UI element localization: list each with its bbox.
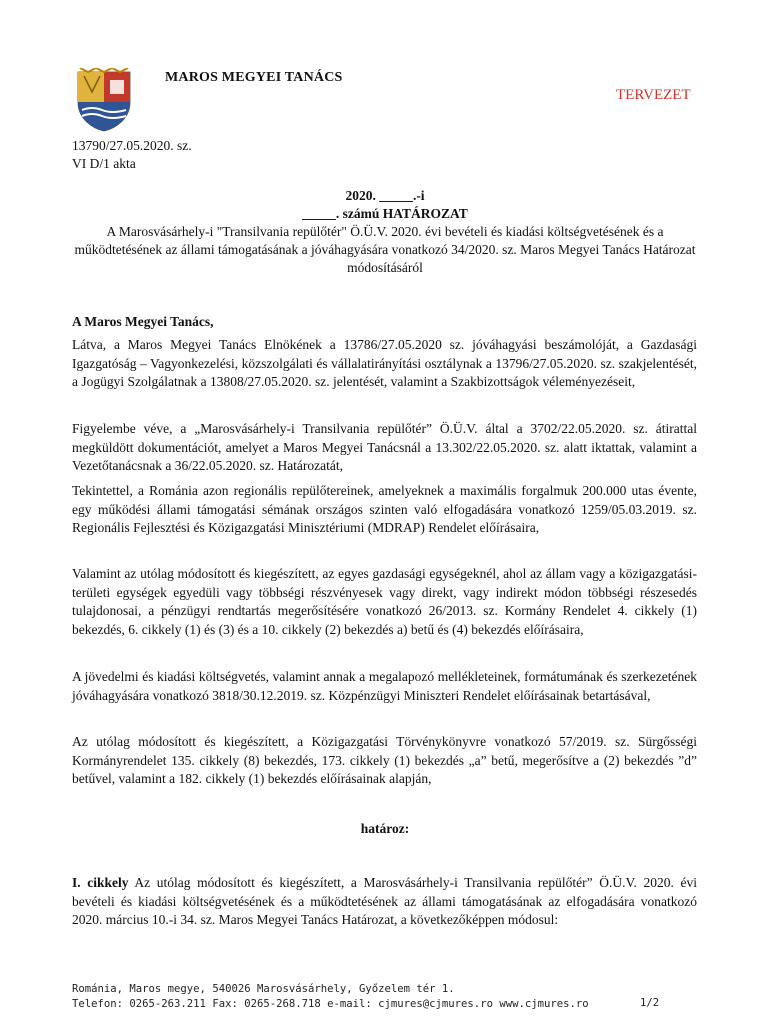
addressee: A Maros Megyei Tanács,: [72, 314, 214, 329]
footer: [72, 982, 672, 1012]
paragraph-1: Látva, a Maros Megyei Tanács Elnökének a 13786/27.05.2020 sz. jóváhagyási beszámolóját, a Gazdasági Igazgatóság – Vagyonkezelési, közszolgálati és vállalatirányítási osztálynak a 13796/27.05.2020. sz. szakjelentését, a Jogügyi Szolgálatnak a 13808/27.05.2020. sz. jelentését, valamint a Szakbizottságok véleményezéseit,: [72, 337, 697, 390]
paragraph-6: Az utólag módosított és kiegészített, a Közigazgatási Törvénykönyvre vonatkozó 57/2019. sz. Sürgősségi Kormányrendelet 135. cikkely (8) bekezdés, 173. cikkely (1) bekezdés „a” betű, megerősítve a (2) bekezdés ”d” betűvel, valamint a 182. cikkely (1) bekezdés előírásainak alapján,: [72, 734, 697, 787]
reference-block: [72, 137, 192, 173]
paragraph-5: A jövedelmi és kiadási költségvetés, valamint annak a megalapozó mellékleteinek, formátumának és szerkezetének jóváhagyására vonatkozó 3818/30.12.2019. sz. Közpénzügyi Miniszteri Rendelet előírásainak betartásával,: [72, 669, 697, 703]
footer-address: Románia, Maros megye, 540026 Marosvásárhely, Győzelem tér 1.: [72, 983, 455, 995]
article-1: [72, 874, 697, 930]
footer-contact: Telefon: 0265-263.211 Fax: 0265-268.718 e-mail: cjmures@cjmures.ro www.cjmures.ro: [72, 998, 589, 1010]
county-coat-of-arms: [72, 68, 136, 132]
paragraph-2: Figyelembe véve, a „Marosvásárhely-i Transilvania repülőtér” Ö.Ü.V. által a 3702/22.05.2020. sz. átirattal megküldött dokumentációt, amelyet a Maros Megyei Tanácsnál a 13.302/22.05.2020. sz. alatt iktattak, valamint a Vezetőtanácsnak a 36/22.05.2020. sz. Határozatát,: [72, 421, 697, 474]
article-1-text: Az utólag módosított és kiegészített, a Marosvásárhely-i Transilvania repülőtér” Ö.Ü.V. 2020. évi bevételi és kiadási költségvetésének és a működtetésének az állami támogatásának az elfogadására vonatkozó 2020. március 10.-i 34. sz. Maros Megyei Tanács Határozat, a következőképpen módosul:: [72, 875, 697, 928]
council-name: MAROS MEGYEI TANÁCS: [165, 70, 343, 85]
paragraph-3: Tekintettel, a Románia azon regionális repülőtereinek, amelyeknek a maximális forgalmuk 200.000 utas évente, egy működési állami támogatási sémának országos szinten való elfogadására vonatkozó 1259/05.03.2019. sz. Regionális Fejlesztési és Közigazgatási Minisztériumi (MDRAP) Rendelet előírásaira,: [72, 483, 697, 536]
paragraph-4: Valamint az utólag módosított és kiegészített, az egyes gazdasági egységeknél, ahol az állam vagy a közigazgatási-területi egységek egyedüli vagy többségi részvényesek vagy direkt, vagy indirekt módon többségi részesedés tulajdonosai, a pénzügyi rendtartás megerősítésére vonatkozó 26/2013. sz. Kormány Rendelet 4. cikkely (1) bekezdés, 6. cikkely (1) és (3) és a 10. cikkely (2) bekezdés a) betű és (4) bekezdés előírásaira,: [72, 566, 697, 637]
page-number: 1/2: [640, 997, 660, 1009]
reference-number: 13790/27.05.2020. sz.: [72, 138, 192, 153]
draft-label: TERVEZET: [616, 87, 691, 103]
decides-heading: határoz:: [360, 821, 410, 836]
decision-number-line: _____. számú HATÁROZAT: [302, 206, 468, 221]
decision-subject: A Marosvásárhely-i "Transilvania repülőtér" Ö.Ü.V. 2020. évi bevételi és kiadási költségvetésének és a működtetésének az állami támogatásának a jóváhagyására vonatkozó 34/2020. sz. Maros Megyei Tanács Határozat módosításáról: [74, 224, 696, 275]
decision-date-line: 2020. _____.-i: [345, 188, 425, 203]
file-reference: VI D/1 akta: [72, 156, 136, 171]
article-1-label: I. cikkely: [72, 875, 129, 890]
